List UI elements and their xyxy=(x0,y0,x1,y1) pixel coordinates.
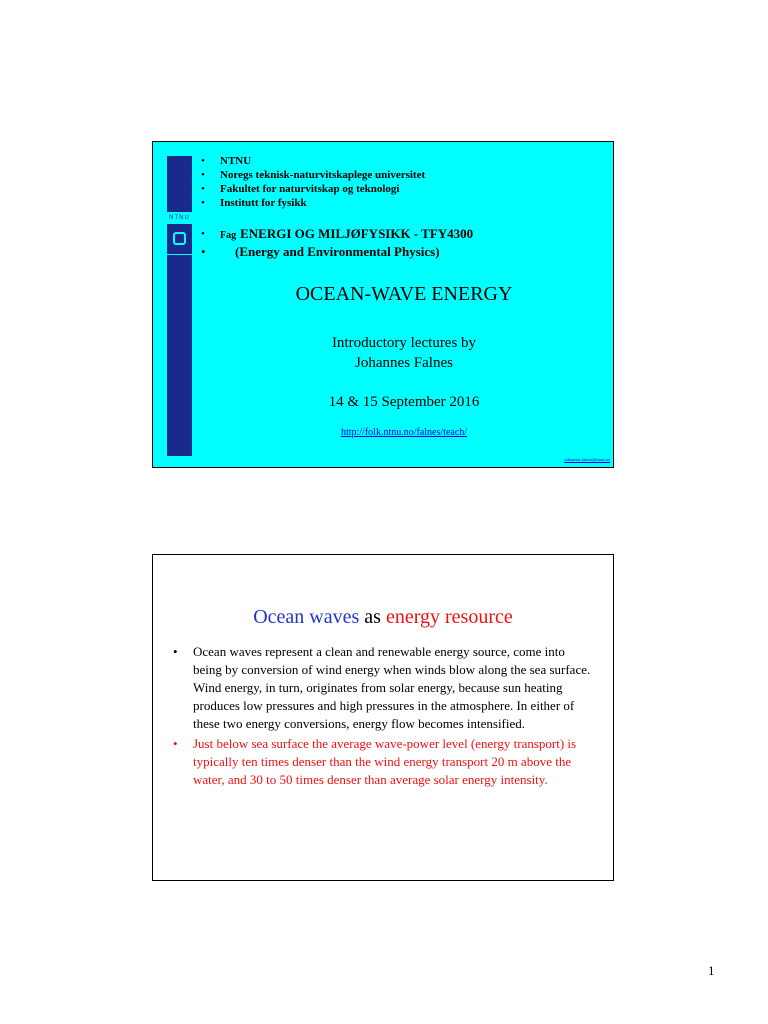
bullet-wave-power-density: • Just below sea surface the average wave-power level (energy transport) is typically ten times denser than the wind energy transport 20 m above the water, and 30 to 50 times denser than average solar energy intensity. xyxy=(173,735,593,789)
intro-line-1: Introductory lectures by xyxy=(331,335,477,351)
logo-bar-top xyxy=(167,156,192,212)
email-link[interactable]: johannes.falnes@ntnu.no xyxy=(564,457,610,462)
course-subtitle: • (Energy and Environmental Physics) xyxy=(201,244,473,260)
ntnu-logo-bar xyxy=(167,156,192,456)
slide-title: OCEAN-WAVE ENERGY xyxy=(295,283,513,305)
institution-item: • NTNU xyxy=(201,154,425,168)
lecture-date: 14 & 15 September 2016 xyxy=(328,394,480,410)
slide-1 xyxy=(152,141,614,468)
bullet-clean-energy: • Ocean waves represent a clean and renewable energy source, come into being by conversion of wind energy when winds blow along the sea surface. Wind energy, in turn, originates from solar energy, because sun heating produces low pressures and high pressures in the atmosphere. In either of these two energy conversions, energy flow becomes intensified. xyxy=(173,643,593,733)
slide-2-bullets xyxy=(173,643,593,789)
institution-item: • Fakultet for naturvitskap og teknologi xyxy=(201,182,425,196)
institution-item: • Noregs teknisk-naturvitskaplege universitet xyxy=(201,168,425,182)
course-block xyxy=(201,226,473,260)
logo-bar-bottom xyxy=(167,255,192,456)
course-line xyxy=(201,226,473,244)
logo-ring xyxy=(173,232,186,245)
intro-text xyxy=(203,333,605,373)
title-part-as: as xyxy=(364,606,381,628)
course-prefix: Fag xyxy=(220,230,237,241)
intro-line-2: Johannes Falnes xyxy=(355,355,453,371)
title-part-ocean-waves: Ocean waves xyxy=(253,606,360,628)
slide-2 xyxy=(152,554,614,881)
institution-item: • Institutt for fysikk xyxy=(201,196,425,210)
page-number: 1 xyxy=(708,963,715,978)
institution-list xyxy=(201,154,425,210)
title-part-energy-resource: energy resource xyxy=(385,606,513,628)
course-title: ENERGI OG MILJØFYSIKK - TFY4300 xyxy=(240,226,474,241)
ntnu-logo-icon xyxy=(167,224,192,254)
course-url-link[interactable]: http://folk.ntnu.no/falnes/teach/ xyxy=(340,427,468,438)
ntnu-letters: NTNU xyxy=(169,215,190,221)
slide-2-title xyxy=(153,606,613,629)
